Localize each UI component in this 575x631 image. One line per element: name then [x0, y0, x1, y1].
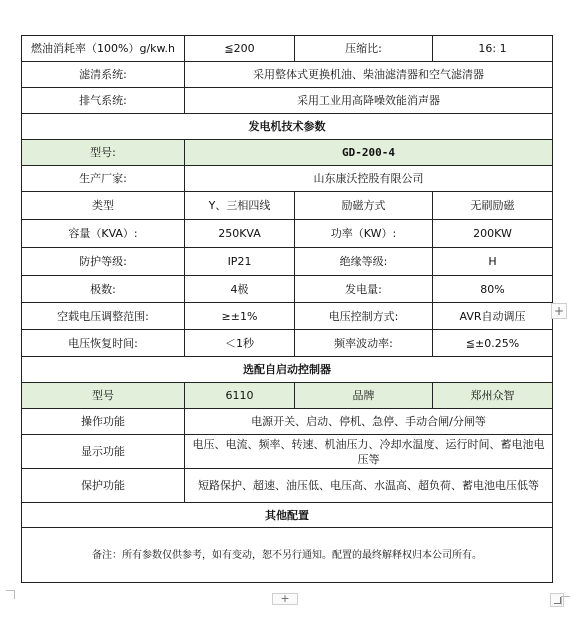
other-section-title: 其他配置: [22, 503, 553, 528]
excitation-value: 无刷励磁: [433, 192, 553, 220]
excitation-label: 励磁方式: [295, 192, 433, 220]
generator-maker-row: [22, 166, 553, 192]
compression-value: 16: 1: [433, 36, 553, 62]
capacity-value: 250KVA: [185, 220, 295, 248]
frequency-label: 频率波动率:: [295, 330, 433, 357]
page-corner-mark-right: [561, 596, 570, 605]
controller-protect-row: [22, 469, 553, 503]
controller-model-row: [22, 383, 553, 409]
add-column-plus-icon[interactable]: +: [551, 303, 567, 319]
power-label: 功率（KW）:: [295, 220, 433, 248]
exhaust-value: 采用工业用高降噪效能消声器: [185, 88, 553, 114]
controller-section-row: [22, 357, 553, 383]
generator-model-label: 型号:: [22, 140, 185, 166]
display-value: 电压、电流、频率、转速、机油压力、冷却水温度、运行时间、蓄电池电压等: [185, 435, 553, 469]
other-section-row: [22, 503, 553, 528]
generator-type-row: [22, 192, 553, 220]
protection-label: 防护等级:: [22, 248, 185, 276]
generator-section-title: 发电机技术参数: [22, 114, 553, 140]
note-text: 备注：所有参数仅供参考，如有变动，恕不另行通知。配置的最终解释权归本公司所有。: [22, 528, 553, 583]
voltage-control-value: AVR自动调压: [433, 303, 553, 330]
page-corner-mark-left: [6, 590, 15, 599]
voltage-range-value: ≥±1%: [185, 303, 295, 330]
recovery-label: 电压恢复时间:: [22, 330, 185, 357]
controller-model-value: 6110: [185, 383, 295, 409]
controller-model-label: 型号: [22, 383, 185, 409]
poles-value: 4极: [185, 276, 295, 303]
generator-maker-value: 山东康沃控股有限公司: [185, 166, 553, 192]
generator-model-row: [22, 140, 553, 166]
generator-poles-row: [22, 276, 553, 303]
filter-value: 采用整体式更换机油、柴油滤清器和空气滤清器: [185, 62, 553, 88]
insulation-value: H: [433, 248, 553, 276]
protect-label: 保护功能: [22, 469, 185, 503]
power-value: 200KW: [433, 220, 553, 248]
protection-value: IP21: [185, 248, 295, 276]
note-row: [22, 528, 553, 583]
controller-operate-row: [22, 409, 553, 435]
poles-label: 极数:: [22, 276, 185, 303]
generator-maker-label: 生产厂家:: [22, 166, 185, 192]
generator-type-label: 类型: [22, 192, 185, 220]
output-label: 发电量:: [295, 276, 433, 303]
row-filter-system: [22, 62, 553, 88]
controller-section-title: 选配自启动控制器: [22, 357, 553, 383]
operate-label: 操作功能: [22, 409, 185, 435]
display-label: 显示功能: [22, 435, 185, 469]
fuel-value: ≦200: [185, 36, 295, 62]
voltage-control-label: 电压控制方式:: [295, 303, 433, 330]
protect-value: 短路保护、超速、油压低、电压高、水温高、超负荷、蓄电池电压低等: [185, 469, 553, 503]
filter-label: 滤清系统:: [22, 62, 185, 88]
recovery-value: ＜1秒: [185, 330, 295, 357]
controller-display-row: [22, 435, 553, 469]
compression-label: 压缩比:: [295, 36, 433, 62]
spec-table: [21, 35, 553, 583]
controller-brand-label: 品牌: [295, 383, 433, 409]
controller-brand-value: 郑州众智: [433, 383, 553, 409]
insulation-label: 绝缘等级:: [295, 248, 433, 276]
generator-protection-row: [22, 248, 553, 276]
output-value: 80%: [433, 276, 553, 303]
frequency-value: ≦±0.25%: [433, 330, 553, 357]
generator-type-value: Y、三相四线: [185, 192, 295, 220]
row-fuel-consumption: [22, 36, 553, 62]
row-exhaust-system: [22, 88, 553, 114]
generator-recovery-row: [22, 330, 553, 357]
operate-value: 电源开关、启动、停机、急停、手动合闸/分闸等: [185, 409, 553, 435]
generator-voltage-range-row: [22, 303, 553, 330]
generator-model-value: GD-200-4: [185, 140, 553, 166]
voltage-range-label: 空载电压调整范围:: [22, 303, 185, 330]
generator-capacity-row: [22, 220, 553, 248]
fuel-label: 燃油消耗率（100%）g/kw.h: [22, 36, 185, 62]
capacity-label: 容量（KVA）:: [22, 220, 185, 248]
generator-section-row: [22, 114, 553, 140]
exhaust-label: 排气系统:: [22, 88, 185, 114]
add-row-plus-icon[interactable]: +: [272, 593, 298, 605]
